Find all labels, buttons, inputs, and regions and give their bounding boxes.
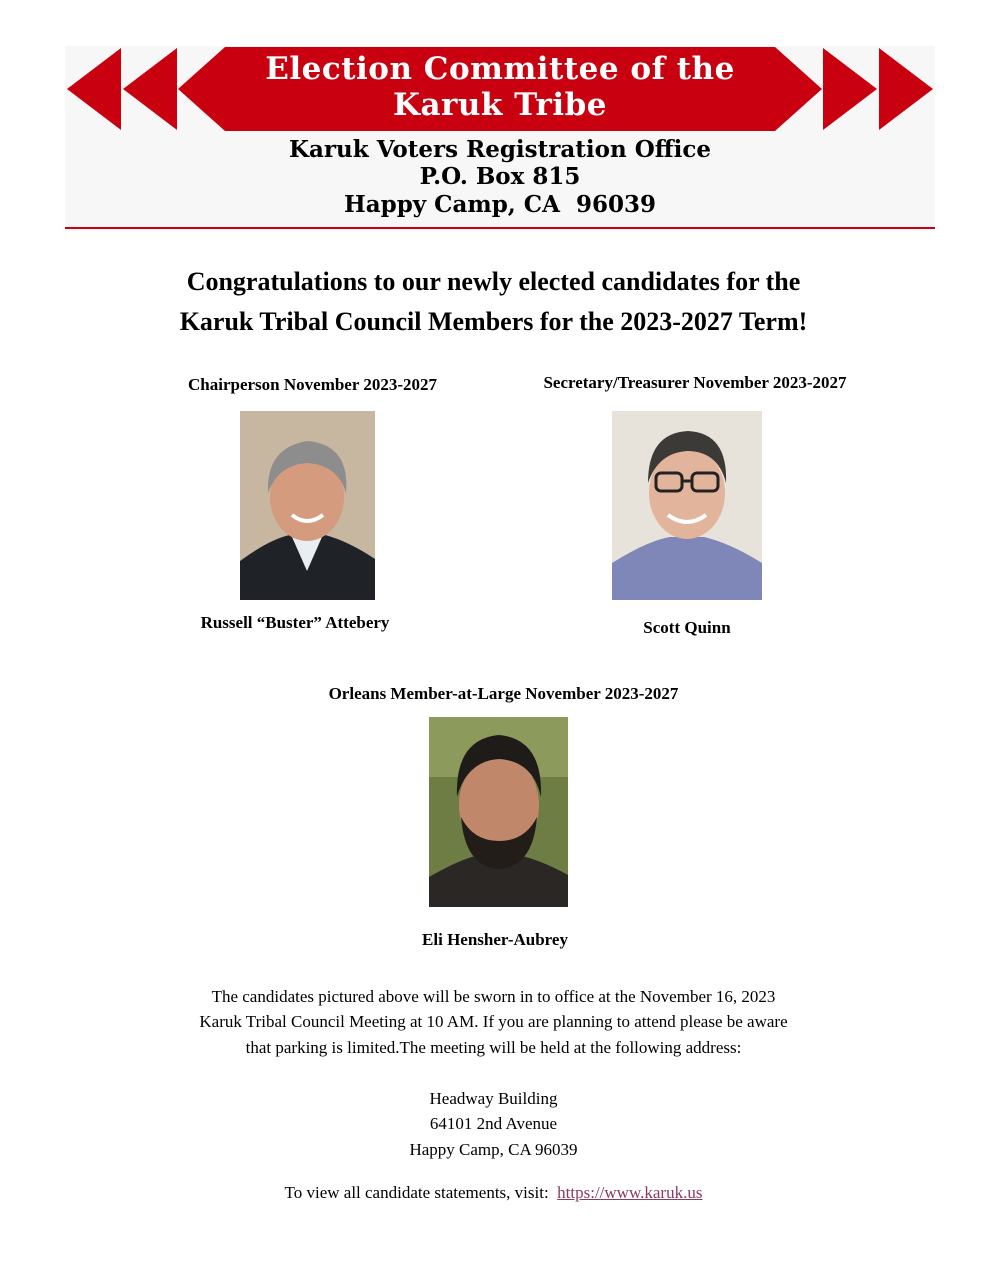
address-street: 64101 2nd Avenue (429, 1114, 558, 1133)
headline-line1: Congratulations to our newly elected candidates for the (186, 267, 801, 296)
header-divider (65, 227, 935, 229)
left-arrow-inner-icon (123, 48, 177, 130)
orleans-member-role: Orleans Member-at-Large November 2023-2027 (328, 684, 679, 703)
chairperson-role: Chairperson November 2023-2027 (188, 375, 437, 394)
notice-line3: that parking is limited.The meeting will be held at the following address: (245, 1038, 742, 1057)
orleans-member-photo (429, 717, 568, 907)
secretary-treasurer-name: Scott Quinn (643, 618, 731, 637)
po-box: P.O. Box 815 (419, 163, 581, 190)
address-city: Happy Camp, CA 96039 (409, 1140, 578, 1159)
chairperson-photo (240, 411, 375, 600)
notice-line2: Karuk Tribal Council Meeting at 10 AM. If you are planning to attend please be aware (199, 1012, 788, 1031)
right-arrow-inner-icon (823, 48, 877, 130)
right-arrow-outer-icon (879, 48, 933, 130)
chairperson-name: Russell “Buster” Attebery (200, 613, 390, 632)
karuk-website-link[interactable]: https://www.karuk.us (557, 1183, 703, 1202)
secretary-treasurer-role: Secretary/Treasurer November 2023-2027 (543, 373, 847, 392)
left-arrow-outer-icon (67, 48, 121, 130)
orleans-member-name: Eli Hensher-Aubrey (422, 930, 568, 949)
notice-line1: The candidates pictured above will be sworn in to office at the November 16, 2023 (211, 987, 776, 1006)
footer-prefix: To view all candidate statements, visit: (284, 1183, 549, 1202)
office-name: Karuk Voters Registration Office (289, 136, 711, 163)
office-city: Happy Camp, CA 96039 (344, 191, 656, 218)
headline-line2: Karuk Tribal Council Members for the 2023-2027 Term! (179, 307, 808, 336)
footer-line (100, 1180, 887, 1206)
address-building: Headway Building (429, 1089, 558, 1108)
committee-title-line1: Election Committee of the (265, 51, 735, 87)
committee-title-line2: Karuk Tribe (393, 87, 607, 123)
secretary-treasurer-photo (612, 411, 762, 600)
